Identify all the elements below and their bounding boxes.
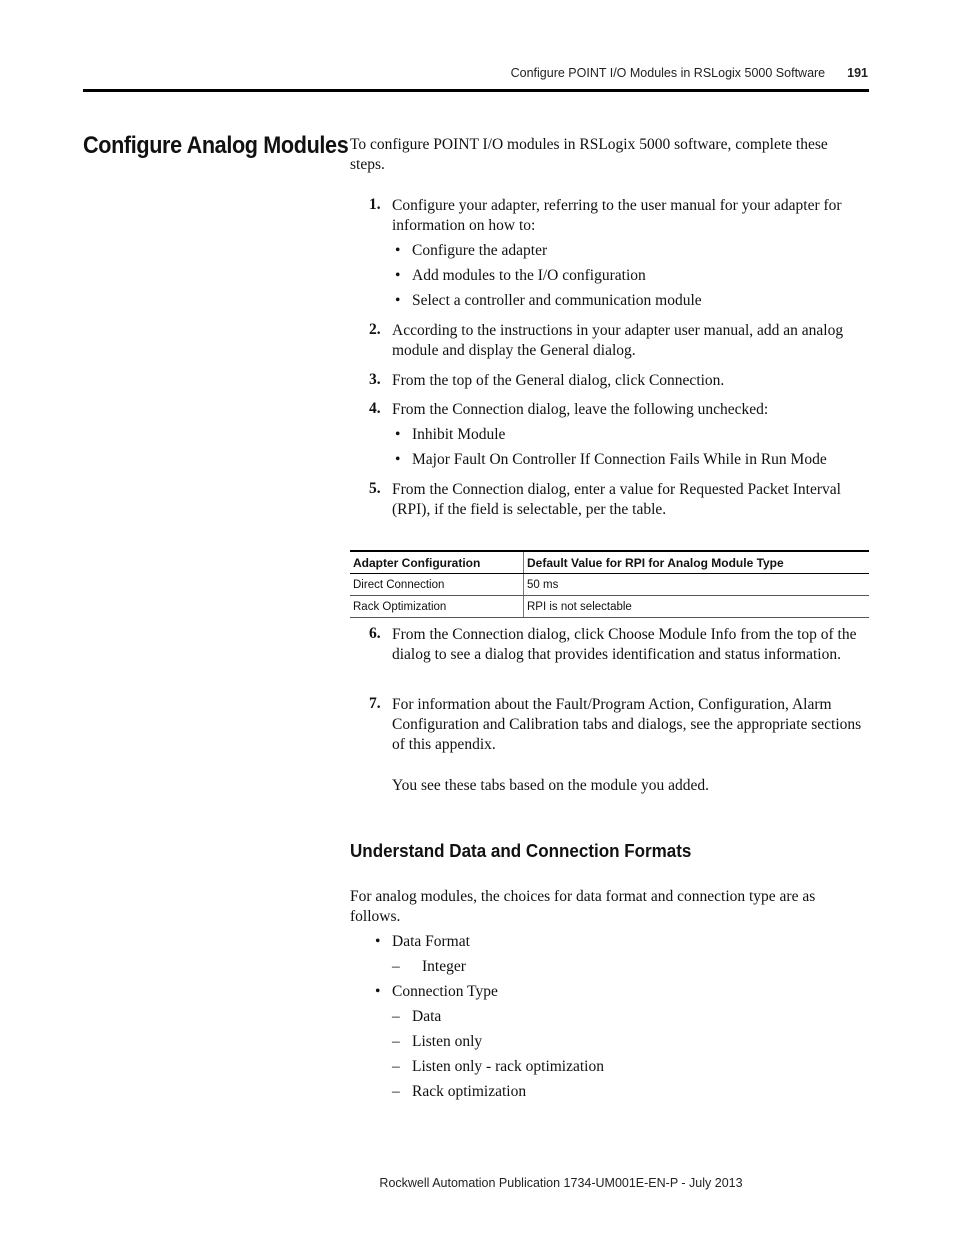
table-cell: Direct Connection <box>350 574 524 596</box>
step-text: For information about the Fault/Program Action, Configuration, Alarm Configuration and Calibration tabs and dialogs, see the appropriate sections of this appendix. <box>392 696 862 753</box>
dash-marker: – <box>392 1033 400 1050</box>
bullet-marker: • <box>375 983 381 1000</box>
step-number: 7. <box>369 695 381 712</box>
step-number: 6. <box>369 625 381 642</box>
table-cell: RPI is not selectable <box>524 596 870 618</box>
dash-marker: – <box>392 958 400 975</box>
bullet-text: Select a controller and communication module <box>412 292 702 309</box>
bullet-marker: • <box>375 933 381 950</box>
step-number: 2. <box>369 321 381 338</box>
bullet-marker: • <box>395 242 401 259</box>
dash-text: Listen only - rack optimization <box>412 1058 604 1075</box>
dash-item <box>392 957 466 977</box>
step-number: 3. <box>369 371 381 388</box>
step-text: Configure your adapter, referring to the user manual for your adapter for information on how to: <box>392 197 842 234</box>
header-rule <box>83 89 869 92</box>
bullet-item <box>395 450 827 470</box>
table-row <box>350 574 869 596</box>
bullet-item <box>375 932 470 952</box>
step-number: 4. <box>369 400 381 417</box>
bullet-text: Data Format <box>392 933 470 950</box>
page-number: 191 <box>847 66 868 80</box>
bullet-item <box>395 291 702 311</box>
bullet-text: Major Fault On Controller If Connection Fails While in Run Mode <box>412 451 827 468</box>
header-title: Configure POINT I/O Modules in RSLogix 5000 Software <box>510 66 826 80</box>
dash-text: Rack optimization <box>412 1083 527 1100</box>
dash-marker: – <box>392 1008 400 1025</box>
step-text: According to the instructions in your adapter user manual, add an analog module and display the General dialog. <box>392 322 844 359</box>
bullet-item <box>395 241 548 261</box>
table-header-row <box>350 551 869 574</box>
step-text: From the Connection dialog, click Choose Module Info from the top of the dialog to see a dialog that provides identification and status information. <box>392 626 857 663</box>
step-text: From the top of the General dialog, click Connection. <box>392 372 725 389</box>
dash-text: Integer <box>422 958 466 975</box>
step-number: 1. <box>369 196 381 213</box>
table-cell: Rack Optimization <box>350 596 524 618</box>
step-number: 5. <box>369 480 381 497</box>
subsection-intro: For analog modules, the choices for data format and connection type are as follows. <box>350 888 816 925</box>
rpi-table <box>350 550 869 618</box>
bullet-text: Connection Type <box>392 983 498 1000</box>
section-title: Configure Analog Modules <box>83 132 349 159</box>
bullet-text: Configure the adapter <box>412 242 548 259</box>
dash-item <box>392 1032 483 1052</box>
bullet-marker: • <box>395 292 401 309</box>
bullet-item <box>395 425 506 445</box>
table-header-cell: Adapter Configuration <box>350 551 524 574</box>
bullet-text: Inhibit Module <box>412 426 506 443</box>
bullet-item <box>395 266 646 286</box>
table-cell: 50 ms <box>524 574 870 596</box>
dash-marker: – <box>392 1083 400 1100</box>
dash-text: Data <box>412 1008 442 1025</box>
bullet-marker: • <box>395 426 401 443</box>
dash-text: Listen only <box>412 1033 483 1050</box>
dash-item <box>392 1007 442 1027</box>
dash-item <box>392 1057 604 1077</box>
footer: Rockwell Automation Publication 1734-UM001E-EN-P - July 2013 <box>379 1176 743 1190</box>
subsection-title: Understand Data and Connection Formats <box>350 840 692 861</box>
running-header <box>511 66 868 80</box>
dash-marker: – <box>392 1058 400 1075</box>
table-row <box>350 596 869 618</box>
step-text: From the Connection dialog, leave the following unchecked: <box>392 401 769 418</box>
bullet-marker: • <box>395 451 401 468</box>
bullet-item <box>375 982 498 1002</box>
step-text: From the Connection dialog, enter a value for Requested Packet Interval (RPI), if the field is selectable, per the table. <box>392 481 841 518</box>
bullet-marker: • <box>395 267 401 284</box>
table-header-cell: Default Value for RPI for Analog Module Type <box>524 551 870 574</box>
step-note: You see these tabs based on the module you added. <box>392 777 709 794</box>
section-intro: To configure POINT I/O modules in RSLogix 5000 software, complete these steps. <box>350 136 828 173</box>
dash-item <box>392 1082 527 1102</box>
bullet-text: Add modules to the I/O configuration <box>412 267 646 284</box>
